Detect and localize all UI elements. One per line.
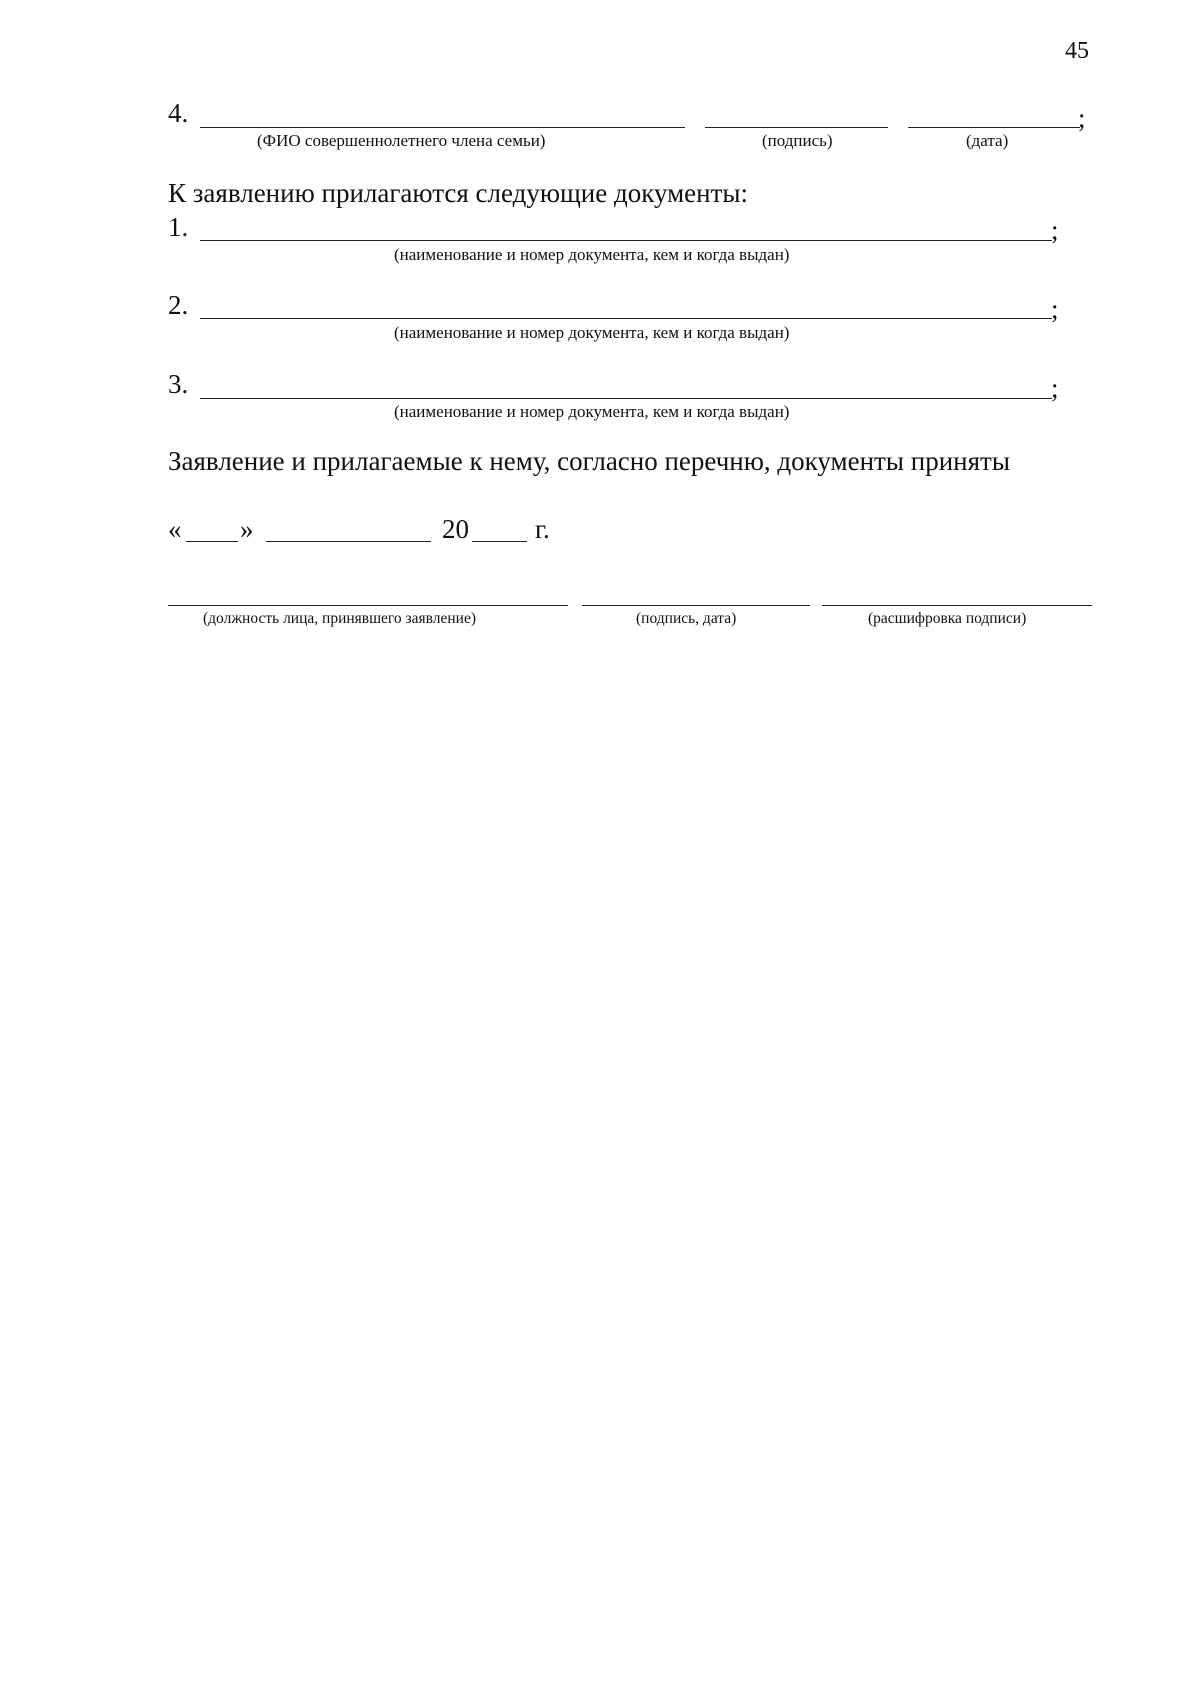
sign-date-caption: (подпись, дата) (636, 610, 737, 627)
close-quote: » (240, 514, 254, 544)
document-field-line[interactable] (200, 240, 1052, 241)
date-field-line[interactable] (908, 127, 1080, 128)
acceptance-statement: Заявление и прилагаемые к нему, согласно перечню, документы приняты (168, 446, 1010, 476)
signature-field-line[interactable] (705, 127, 888, 128)
row-end-semicolon: ; (1078, 103, 1086, 133)
month-field-line[interactable] (266, 541, 431, 542)
position-caption: (должность лица, принявшего заявление) (203, 610, 477, 627)
day-field-line[interactable] (186, 541, 238, 542)
name-field-line[interactable] (200, 127, 685, 128)
item-end-semicolon: ; (1051, 215, 1059, 245)
decode-field-line[interactable] (822, 605, 1092, 606)
item-end-semicolon: ; (1051, 373, 1059, 403)
row-number: 4. (168, 98, 189, 128)
document-field-line[interactable] (200, 318, 1052, 319)
item-number: 3. (168, 369, 189, 399)
item-number: 1. (168, 212, 189, 242)
decode-caption: (расшифровка подписи) (868, 610, 1027, 627)
year-prefix: 20 (442, 514, 469, 544)
document-caption: (наименование и номер документа, кем и когда выдан) (394, 245, 790, 264)
year-field-line[interactable] (472, 541, 527, 542)
document-caption: (наименование и номер документа, кем и когда выдан) (394, 402, 790, 421)
name-caption: (ФИО совершеннолетнего члена семьи) (257, 131, 546, 150)
signature-caption: (подпись) (762, 131, 833, 150)
attachments-heading: К заявлению прилагаются следующие документы: (168, 178, 749, 208)
sign-date-field-line[interactable] (582, 605, 810, 606)
item-number: 2. (168, 290, 189, 320)
open-quote: « (168, 514, 182, 544)
year-suffix: г. (535, 514, 550, 544)
item-end-semicolon: ; (1051, 294, 1059, 324)
position-field-line[interactable] (168, 605, 568, 606)
document-field-line[interactable] (200, 398, 1052, 399)
page-number: 45 (1065, 38, 1089, 64)
date-caption: (дата) (966, 131, 1009, 150)
document-caption: (наименование и номер документа, кем и когда выдан) (394, 323, 790, 342)
